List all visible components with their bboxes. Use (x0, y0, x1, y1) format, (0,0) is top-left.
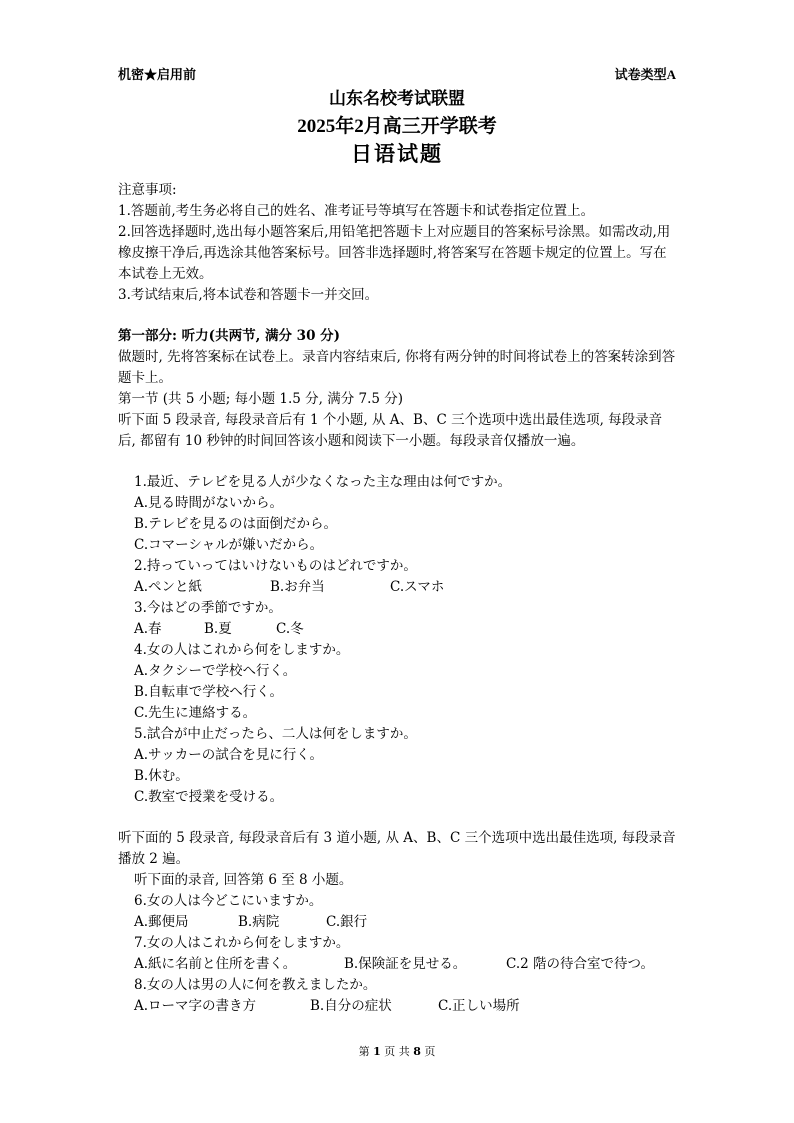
confidential-label: 机密★启用前 (118, 67, 197, 82)
section2-question-list (118, 891, 678, 1017)
notice-item: 1.答题前,考生务必将自己的姓名、准考证号等填写在答题卡和试卷指定位置上。 (118, 203, 595, 219)
footer-text: 第 (358, 1045, 370, 1058)
answer-option-row (134, 912, 678, 933)
question-text: 4.女の人はこれから何をしますか。 (134, 642, 350, 658)
answer-option: C.スマホ (390, 579, 445, 595)
answer-option: A.見る時間がないから。 (134, 495, 284, 511)
question-text: 6.女の人は今どこにいますか。 (134, 893, 323, 909)
section1-instruction: 听下面 5 段录音, 每段录音后有 1 个小题, 从 A、B、C 三个选项中选出最佳选项, 每段录音后, 都留有 10 秒钟的时间回答该小题和阅读下一小题。每段录音仅播放一遍。 (118, 412, 663, 449)
answer-option: A.ローマ字の書き方 (134, 998, 257, 1014)
notice-heading: 注意事项: (118, 182, 177, 198)
answer-option: C.正しい場所 (438, 998, 520, 1014)
answer-option: C.冬 (276, 621, 304, 637)
question-text: 3.今はどの季節ですか。 (134, 600, 282, 616)
answer-option: C.コマーシャルが嫌いだから。 (134, 537, 324, 553)
page-number: 1 (373, 1045, 381, 1058)
question-text: 2.持っていってはいけないものはどれですか。 (134, 558, 417, 574)
question-text: 1.最近、テレビを見る人が少なくなった主な理由は何ですか。 (134, 474, 512, 490)
answer-option: B.病院 (238, 914, 280, 930)
answer-option: A.タクシーで学校へ行く。 (134, 663, 297, 679)
section1-title: 第一节 (共 5 小题; 每小题 1.5 分, 满分 7.5 分) (118, 391, 404, 407)
question-text: 7.女の人はこれから何をしますか。 (134, 935, 350, 951)
answer-option-row (134, 954, 678, 975)
answer-option: C.先生に連絡する。 (134, 705, 257, 721)
answer-option-row (134, 577, 678, 598)
answer-option: B.自分の症状 (310, 998, 392, 1014)
answer-option: C.2 階の待合室で待つ。 (506, 956, 654, 972)
footer-text: 页 (424, 1045, 436, 1058)
answer-option: B.休む。 (134, 768, 189, 784)
question-text: 8.女の人は男の人に何を教えましたか。 (134, 977, 377, 993)
notice-item: 2.回答选择题时,选出每小题答案后,用铅笔把答题卡上对应题目的答案标号涂黑。如需改动,用橡皮擦干净后,再选涂其他答案标号。回答非选择题时,将答案写在答题卡规定的位置上。写在本试卷上无效。 (118, 224, 671, 282)
page-footer (0, 1043, 794, 1059)
section2-sub-instruction: 听下面的录音, 回答第 6 至 8 小题。 (134, 872, 353, 888)
answer-option: B.夏 (204, 621, 232, 637)
answer-option: B.テレビを見るのは面倒だから。 (134, 516, 337, 532)
exam-organizer: 山东名校考试联盟 (329, 89, 465, 109)
title-block (0, 88, 794, 168)
answer-option-row (134, 996, 678, 1017)
answer-option: B.お弁当 (270, 579, 325, 595)
answer-option: C.教室で授業を受ける。 (134, 789, 284, 805)
footer-text: 页 共 (384, 1045, 410, 1058)
exam-body (118, 180, 678, 1017)
paper-type-label: 试卷类型A (614, 67, 676, 82)
answer-option: A.ペンと紙 (134, 579, 203, 595)
part1-heading: 第一部分: 听力(共两节, 满分 30 分) (118, 328, 341, 344)
exam-name: 2025年2月高三开学联考 (297, 116, 497, 137)
answer-option: B.保険証を見せる。 (344, 956, 467, 972)
answer-option: C.銀行 (326, 914, 368, 930)
section2-instruction: 听下面的 5 段录音, 每段录音后有 3 道小题, 从 A、B、C 三个选项中选出最佳选项, 每段录音播放 2 遍。 (118, 830, 676, 867)
answer-option-row (134, 619, 678, 640)
answer-option: A.郵便局 (134, 914, 189, 930)
section1-question-list (118, 472, 678, 808)
answer-option: B.自転車で学校へ行く。 (134, 684, 283, 700)
part1-instruction: 做题时, 先将答案标在试卷上。录音内容结束后, 你将有两分钟的时间将试卷上的答案转涂到答题卡上。 (118, 349, 676, 386)
answer-option: A.春 (134, 621, 162, 637)
answer-option: A.サッカーの試合を見に行く。 (134, 747, 324, 763)
subject-title: 日语试题 (351, 141, 443, 166)
total-pages: 8 (413, 1045, 421, 1058)
notice-item: 3.考试结束后,将本试卷和答题卡一并交回。 (118, 287, 379, 303)
question-text: 5.試合が中止だったら、二人は何をしますか。 (134, 726, 417, 742)
answer-option: A.紙に名前と住所を書く。 (134, 956, 297, 972)
